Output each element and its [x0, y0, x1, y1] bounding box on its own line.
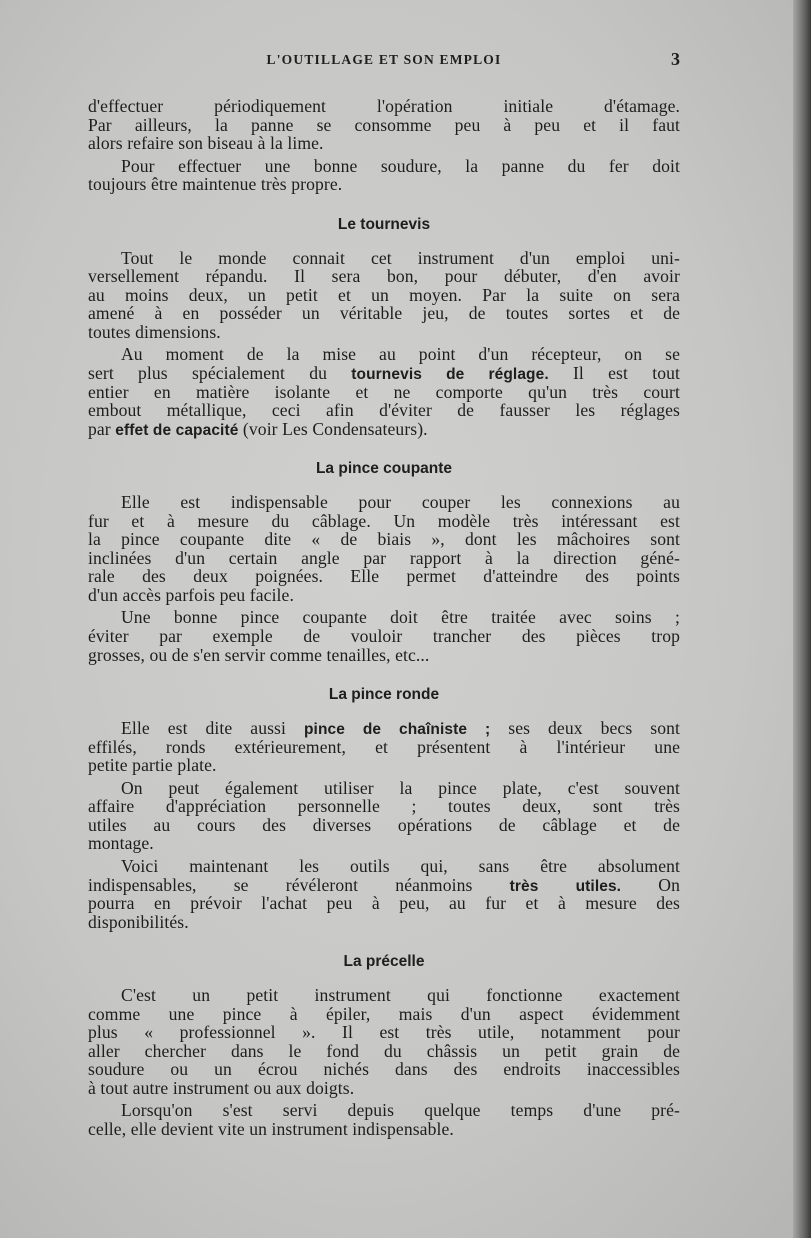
text-run: C'est un petit instrument qui fonctionne exactement [121, 985, 680, 1006]
text-run: comme une pince à épiler, mais d'un aspect évidemment [88, 1003, 680, 1024]
page-body [88, 93, 680, 1139]
text-line [88, 738, 680, 757]
text-run: plus « professionnel ». Il est très utile, notamment pour [88, 1022, 680, 1043]
text-run: Par ailleurs, la panne se consomme peu à peu et il faut [88, 114, 680, 135]
text-run: rale des deux poignées. Elle permet d'atteindre des points [88, 566, 680, 587]
text-line [88, 512, 680, 531]
text-line [88, 586, 680, 605]
text-run: Voici maintenant les outils qui, sans être absolument [121, 855, 680, 876]
text-line [88, 1101, 680, 1120]
text-line [88, 267, 680, 286]
text-run: celle, elle devient vite un instrument indispensable. [88, 1118, 454, 1139]
text-line [88, 876, 680, 895]
bold-term: pince de chaîniste ; [303, 721, 491, 739]
text-line [88, 1060, 680, 1079]
text-run: grosses, ou de s'en servir comme tenailles, etc... [88, 644, 430, 665]
text-run: amené à en posséder un véritable jeu, de toutes sortes et de [88, 303, 680, 324]
text-line [88, 401, 680, 420]
text-run: versellement répandu. Il sera bon, pour débuter, d'en avoir [88, 266, 680, 287]
text-line [88, 364, 680, 383]
text-run: éviter par exemple de vouloir trancher des pièces trop [88, 626, 680, 647]
paragraph [88, 157, 680, 194]
text-line [88, 816, 680, 835]
text-line [88, 383, 680, 402]
text-run: à tout autre instrument ou aux doigts. [88, 1077, 355, 1098]
text-run: la pince coupante dite « de biais », dont les mâchoires sont [88, 529, 680, 550]
text-line [88, 1005, 680, 1024]
text-run: Au moment de la mise au point d'un récepteur, on se [121, 344, 680, 365]
text-run: d'un accès parfois peu facile. [88, 584, 294, 605]
page-number: 3 [671, 49, 680, 69]
text-line [88, 249, 680, 268]
text-line [88, 834, 680, 853]
paragraph [88, 986, 680, 1097]
text-run: Il est tout [548, 363, 680, 384]
paragraph [88, 719, 680, 775]
text-run: pourra en prévoir l'achat peu à peu, au fur et à mesure des [88, 893, 680, 914]
text-line [88, 530, 680, 549]
text-line [88, 986, 680, 1005]
text-line [88, 779, 680, 798]
text-line [88, 323, 680, 342]
text-line [88, 646, 680, 665]
section-heading: La pince coupante [315, 460, 453, 478]
text-run: Lorsqu'on s'est servi depuis quelque temps d'une pré- [121, 1100, 680, 1121]
text-run: sert plus spécialement du [88, 363, 352, 384]
text-line [88, 719, 680, 738]
text-run: au moins deux, un petit et un moyen. Par la suite on sera [88, 284, 680, 305]
text-run: petite partie plate. [88, 755, 217, 776]
page-edge-shadow [793, 0, 811, 1238]
paragraph [88, 1101, 680, 1138]
text-line [88, 116, 680, 135]
text-run: soudure ou un écrou nichés dans des endroits inaccessibles [88, 1059, 680, 1080]
text-run: Tout le monde connait cet instrument d'un emploi uni- [121, 247, 680, 268]
text-run: toutes dimensions. [88, 321, 221, 342]
text-run: Elle est dite aussi [121, 718, 304, 739]
text-line [88, 756, 680, 775]
text-line [88, 857, 680, 876]
text-run: aller chercher dans le fond du châssis un petit grain de [88, 1040, 680, 1061]
paragraph [88, 857, 680, 931]
text-run: disponibilités. [88, 911, 189, 932]
text-run: montage. [88, 833, 154, 854]
paragraph [88, 345, 680, 438]
paragraph [88, 779, 680, 853]
bold-term: tournevis de réglage. [351, 366, 549, 384]
text-line [88, 1023, 680, 1042]
text-run: par [88, 418, 116, 439]
text-run: On [621, 874, 681, 895]
text-run: toujours être maintenue très propre. [88, 174, 343, 195]
text-run: affaire d'appréciation personnelle ; toutes deux, sont très [88, 796, 680, 817]
text-run: Elle est indispensable pour couper les connexions au [121, 492, 680, 513]
text-line [88, 286, 680, 305]
page-header [88, 49, 680, 72]
text-line [88, 549, 680, 568]
section-heading: La pince ronde [328, 686, 440, 704]
text-line [88, 420, 680, 439]
text-line [88, 567, 680, 586]
text-line [88, 1042, 680, 1061]
text-run: embout métallique, ceci afin d'éviter de fausser les réglages [88, 400, 680, 421]
text-run: Pour effectuer une bonne soudure, la panne du fer doit [121, 155, 680, 176]
text-line [88, 627, 680, 646]
text-line [88, 913, 680, 932]
text-run: On peut également utiliser la pince plate, c'est souvent [121, 777, 680, 798]
text-line [88, 97, 680, 116]
paragraph [88, 249, 680, 342]
text-run: entier en matière isolante et ne comporte qu'un très court [88, 381, 680, 402]
paragraph [88, 97, 680, 153]
text-line [88, 175, 680, 194]
section-heading: Le tournevis [337, 215, 431, 233]
text-run: indispensables, se révéleront néanmoins [88, 874, 510, 895]
paragraph [88, 493, 680, 604]
text-run: fur et à mesure du câblage. Un modèle très intéressant est [88, 510, 680, 531]
text-line [88, 157, 680, 176]
text-run: alors refaire son biseau à la lime. [88, 133, 324, 154]
text-line [88, 608, 680, 627]
text-line [88, 1120, 680, 1139]
bold-term: effet de capacité [115, 421, 239, 439]
paragraph [88, 608, 680, 664]
text-line [88, 493, 680, 512]
running-title: L'OUTILLAGE ET SON EMPLOI [266, 52, 502, 67]
text-line [88, 345, 680, 364]
text-line [88, 134, 680, 153]
text-run: ses deux becs sont [490, 718, 680, 739]
text-line [88, 894, 680, 913]
text-line [88, 304, 680, 323]
text-run: effilés, ronds extérieurement, et présentent à l'intérieur une [88, 736, 680, 757]
text-run: utiles au cours des diverses opérations de câblage et de [88, 814, 680, 835]
text-run: d'effectuer périodiquement l'opération initiale d'étamage. [88, 96, 680, 116]
text-run: (voir Les Condensateurs). [238, 418, 428, 439]
text-line [88, 797, 680, 816]
bold-term: très utiles. [509, 877, 622, 895]
section-heading: La précelle [343, 953, 425, 971]
text-run: inclinées d'un certain angle par rapport à la direction géné- [88, 547, 680, 568]
text-line [88, 1079, 680, 1098]
text-run: Une bonne pince coupante doit être traitée avec soins ; [121, 607, 680, 628]
